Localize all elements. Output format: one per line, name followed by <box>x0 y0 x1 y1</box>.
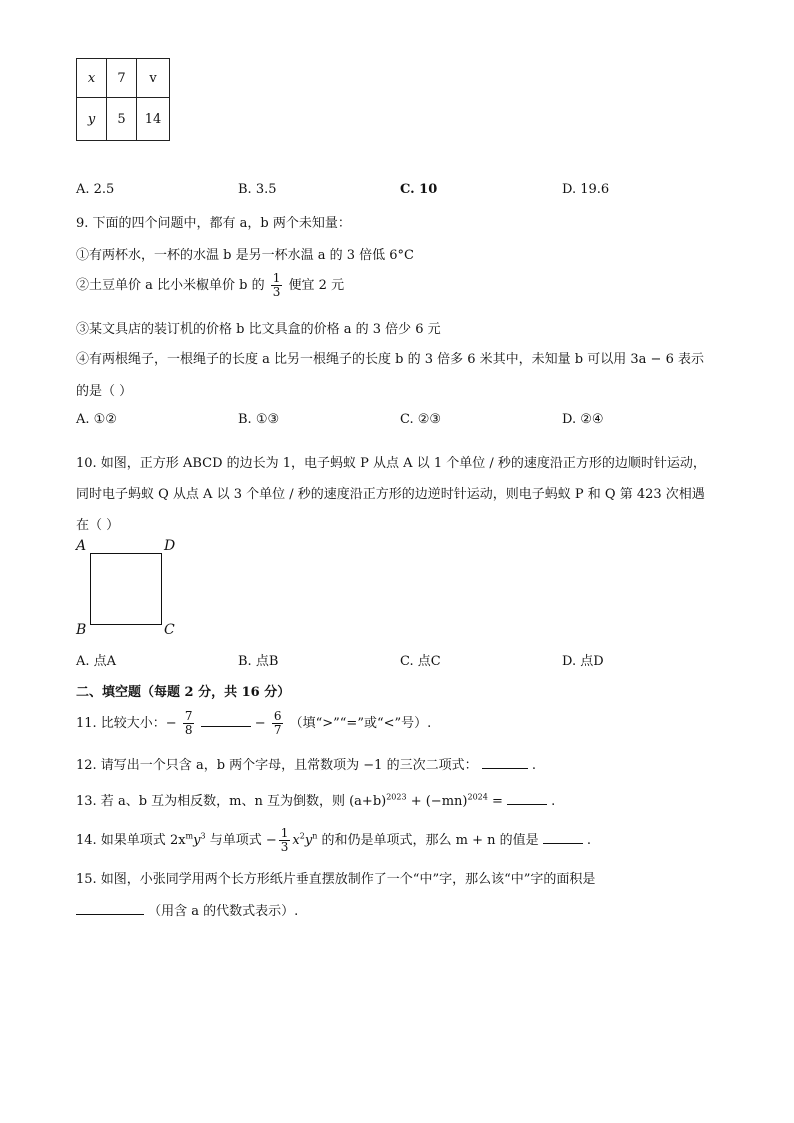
exponent: 2 <box>299 831 305 841</box>
q10-option-d[interactable]: D. 点D <box>562 654 604 669</box>
q14-end: . <box>586 833 592 848</box>
fraction-numerator: 1 <box>272 271 281 285</box>
q12 <box>76 754 536 773</box>
q14 <box>76 827 591 854</box>
q9-item-3: ③某文具店的装订机的价格 b 比文具盒的价格 a 的 3 倍少 6 元 <box>76 322 441 337</box>
q9-option-b[interactable]: B. ①③ <box>238 412 280 427</box>
label-c: C <box>164 622 175 638</box>
answer-blank[interactable] <box>543 831 583 844</box>
q13-pre: 13. 若 a、b 互为相反数，m、n 互为倒数，则 (a+b) <box>76 794 387 809</box>
q11-post: （填“>”“=”或“<”号）. <box>289 716 432 731</box>
q12-end: . <box>531 758 536 773</box>
q14-pre: 14. 如果单项式 2x <box>76 833 186 848</box>
exponent: 2023 <box>386 792 407 802</box>
fraction-numerator: 1 <box>280 826 289 840</box>
q8-option-b[interactable]: B. 3.5 <box>238 182 277 197</box>
answer-blank[interactable] <box>76 902 144 915</box>
label-b: B <box>76 622 87 638</box>
q9-tail: 的是（ ） <box>76 384 133 399</box>
q10-option-c[interactable]: C. 点C <box>400 654 441 669</box>
answer-blank[interactable] <box>482 756 528 769</box>
q9-option-d[interactable]: D. ②④ <box>562 412 604 427</box>
label-a: A <box>76 538 87 554</box>
q14-mid: 与单项式 − <box>205 833 277 848</box>
exponent: 2024 <box>467 792 488 802</box>
q11 <box>76 710 431 737</box>
q8-option-c[interactable]: C. 10 <box>400 182 438 197</box>
fraction-denominator: 3 <box>280 840 289 854</box>
q15-line-1: 15. 如图，小张同学用两个长方形纸片垂直摆放制作了一个“中”字，那么该“中”字的面积是 <box>76 872 596 887</box>
q10-option-a[interactable]: A. 点A <box>76 654 117 669</box>
q9-option-c[interactable]: C. ②③ <box>400 412 442 427</box>
xy-value-table <box>76 58 170 141</box>
square-abcd-figure <box>90 553 162 625</box>
fraction-denominator: 3 <box>272 285 281 299</box>
q9-option-a[interactable]: A. ①② <box>76 412 117 427</box>
variable: y <box>193 833 201 848</box>
q13-end: . <box>551 794 556 809</box>
q8-option-a[interactable]: A. 2.5 <box>76 182 115 197</box>
exponent: m <box>185 831 194 841</box>
q9-item-2-pre: ②土豆单价 a 比小米椒单价 b 的 <box>76 278 265 293</box>
q10-line-3: 在（ ） <box>76 518 120 533</box>
q11-mid: − <box>254 716 266 731</box>
table-cell: x <box>77 59 107 98</box>
fraction-numerator: 6 <box>273 709 282 723</box>
q9-item-4: ④有两根绳子，一根绳子的长度 a 比另一根绳子的长度 b 的 3 倍多 6 米其中，未知量 b 可以用 3a − 6 表示 <box>76 352 704 367</box>
q13-mid: + (−mn) <box>406 794 468 809</box>
exponent: n <box>312 831 318 841</box>
answer-blank[interactable] <box>507 792 547 805</box>
q10-line-2: 同时电子蚂蚁 Q 从点 A 以 3 个单位 / 秒的速度沿正方形的边逆时针运动，则电子蚂蚁 P 和 Q 第 423 次相遇 <box>76 487 705 502</box>
q13-post: = <box>487 794 503 809</box>
q9-stem: 9. 下面的四个问题中，都有 a，b 两个未知量： <box>76 216 351 231</box>
q9-item-2 <box>76 272 344 299</box>
q9-item-2-post: 便宜 2 元 <box>288 278 345 293</box>
q9-item-1: ①有两杯水，一杯的水温 b 是另一杯水温 a 的 3 倍低 6°C <box>76 248 414 263</box>
q10-option-b[interactable]: B. 点B <box>238 654 279 669</box>
exponent: 3 <box>200 831 206 841</box>
q15-line-2-post: （用含 a 的代数式表示）. <box>148 904 299 919</box>
q14-post: 的和仍是单项式，那么 m + n 的值是 <box>317 833 539 848</box>
fraction <box>279 827 291 854</box>
q15-line-2 <box>76 900 298 919</box>
fraction-denominator: 8 <box>184 723 193 737</box>
table-cell: 7 <box>107 59 137 98</box>
q8-option-d[interactable]: D. 19.6 <box>562 182 610 197</box>
q13 <box>76 790 555 809</box>
fraction-numerator: 7 <box>184 709 193 723</box>
fraction-denominator: 7 <box>273 723 282 737</box>
fraction <box>183 710 195 737</box>
section-title: 二、填空题（每题 2 分，共 16 分） <box>76 685 291 700</box>
answer-blank[interactable] <box>201 714 251 727</box>
q12-text: 12. 请写出一个只含 a，b 两个字母，且常数项为 −1 的三次二项式： <box>76 758 478 773</box>
q11-pre: 11. 比较大小：− <box>76 716 177 731</box>
table-cell: 14 <box>137 98 170 141</box>
table-cell: y <box>77 98 107 141</box>
q10-line-1: 10. 如图，正方形 ABCD 的边长为 1，电子蚂蚁 P 从点 A 以 1 个单位 / 秒的速度沿正方形的边顺时针运动， <box>76 456 706 471</box>
fraction <box>271 272 283 299</box>
variable: y <box>304 833 313 848</box>
table-cell: v <box>137 59 170 98</box>
variable: x <box>292 833 300 848</box>
fraction <box>272 710 284 737</box>
table-cell: 5 <box>107 98 137 141</box>
label-d: D <box>164 538 176 554</box>
